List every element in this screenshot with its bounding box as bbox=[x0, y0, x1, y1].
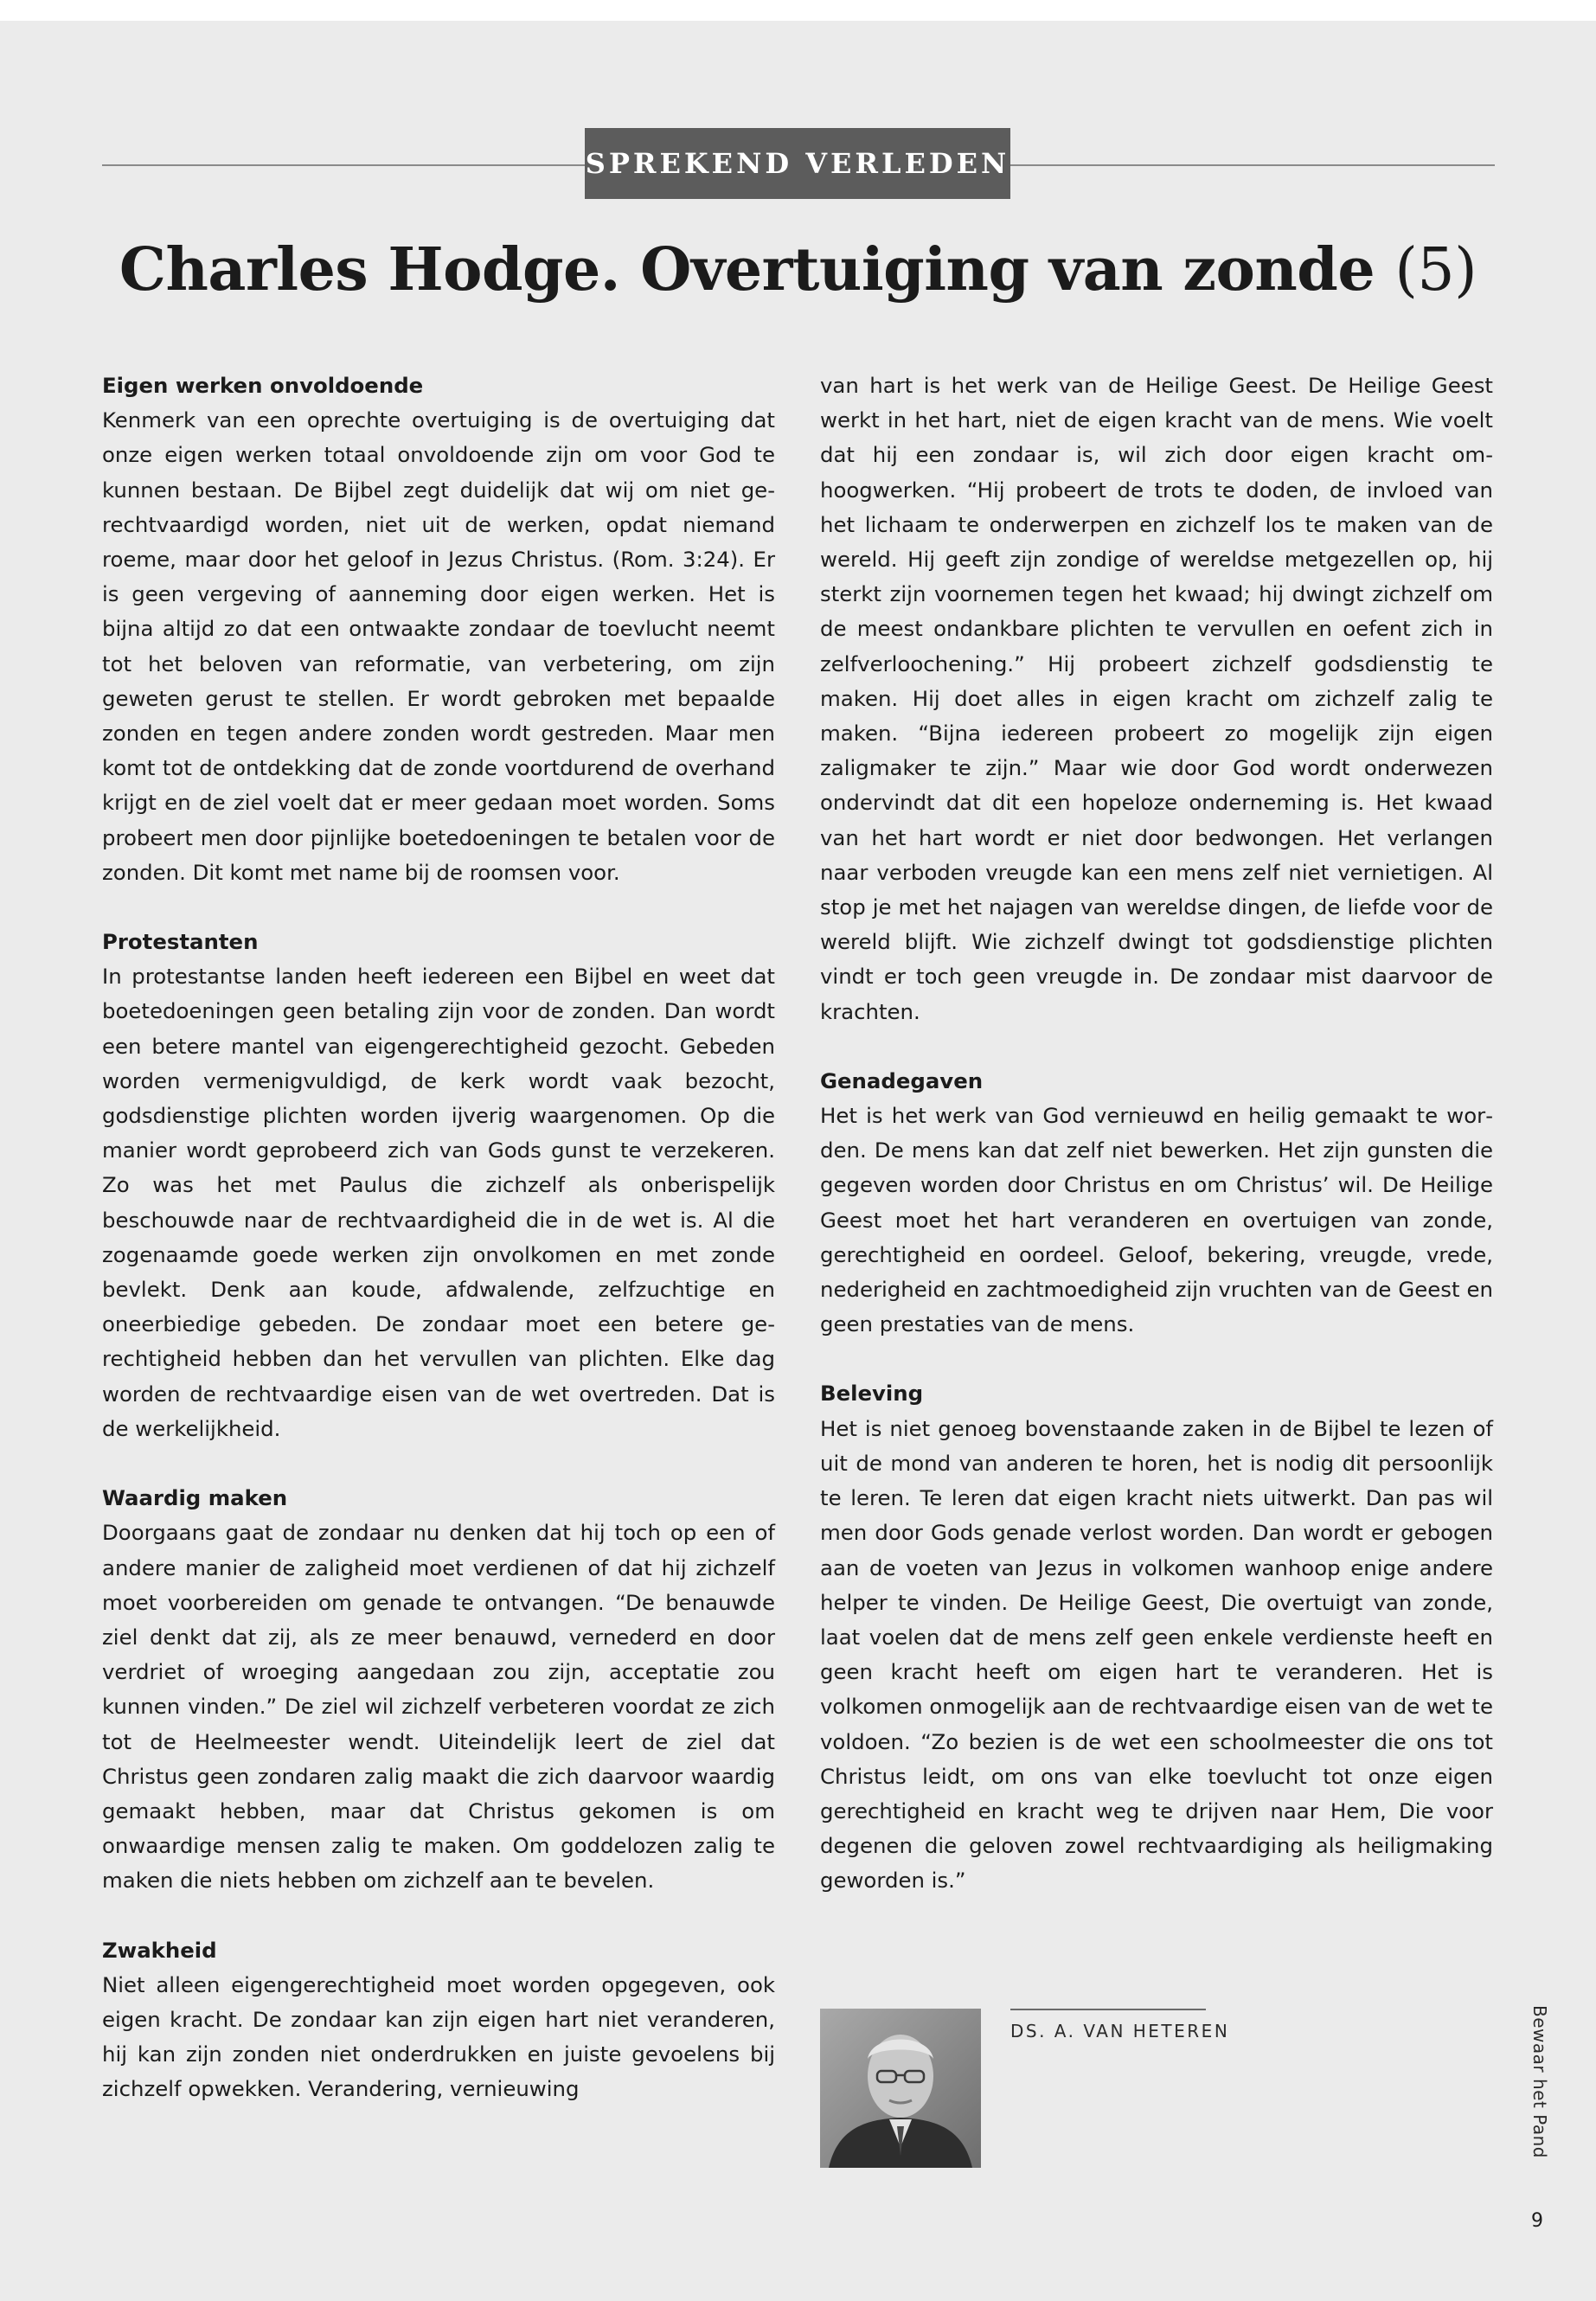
text-column-right bbox=[820, 369, 1493, 1899]
text-column-left bbox=[102, 369, 775, 2107]
section-paragraph: Niet alleen eigengerechtigheid moet worden opgegeven, ook eigen kracht. De zondaar kan zijn eigen hart niet veranderen, hij kan zijn zonden niet onderdrukken en juiste gevoelens bij zichzelf opwekken. Verandering, vernieuwing bbox=[102, 1971, 775, 2102]
section-heading: Protestanten bbox=[102, 929, 259, 955]
section-paragraph: Doorgaans gaat de zondaar nu denken dat hij toch op een of andere manier de zaligheid moet verdienen of dat hij zichzelf moet voorbereiden om genade te ontvangen. “De benauwde ziel denkt dat zij, als ze meer benauwd, vernederd en door verdriet of wroeging aangedaan zou zijn, acceptatie zou kunnen vinden.” De ziel wil zichzelf verbeteren voordat ze zich tot de Heelmeester wendt. Uiteindelijk leert de ziel dat Christus geen zondaren zalig maakt die zich daarvoor waardig gemaakt hebben, maar dat Christus gekomen is om onwaardige mensen zalig te maken. Om goddelozen zalig te maken die niets hebben om zichzelf aan te bevelen. bbox=[102, 1520, 775, 1894]
author-photo bbox=[820, 2009, 981, 2168]
section-paragraph: van hart is het werk van de Heilige Geest. De Heilige Geest werkt in het hart, niet de eigen kracht van de mens. Wie voelt dat hij een zondaar is, wil zich door eigen kracht omhoogwerken. “Hij probeert de trots te doden, de invloed van het lichaam te onderwerpen en zichzelf los te maken van de wereld. Hij geeft zijn zondige of wereldse metgezellen op, hij sterkt zijn voornemen tegen het kwaad; hij dwingt zichzelf om de meest ondankbare plichten te vervullen en oefent zich in zelfverloochening.” Hij probeert zichzelf godsdienstig te maken. Hij doet alles in eigen kracht om zichzelf zalig te maken. “Bijna iedereen probeert zo mogelijk zijn eigen zaligmaker te zijn.” Maar wie door God wordt onderwezen ondervindt dat dit een hopeloze onderneming is. Het kwaad van het hart wordt er niet door bedwongen. Het verlangen naar verboden vreugde kan een mens zelf niet vernietigen. Al stop je met het najagen van wereldse dingen, de liefde voor de wereld blijft. Wie zichzelf dwingt tot godsdienstige plichten vindt er toch geen vreugde in. De zondaar mist daarvoor de krachten. bbox=[820, 373, 1493, 1024]
section-paragraph: Kenmerk van een oprechte overtuiging is de overtuiging dat onze eigen werken totaal onvoldoende zijn om voor God te kunnen bestaan. De Bijbel zegt duidelijk dat wij om niet gerechtvaardigd worden, niet uit de werken, opdat niemand roeme, maar door het geloof in Jezus Christus. (Rom. 3:24). Er is geen vergeving of aanneming door eigen werken. Het is bijna altijd zo dat een ontwaakte zondaar de toevlucht neemt tot het beloven van reformatie, van verbetering, om zijn geweten gerust te stellen. Er wordt gebroken met bepaalde zonden en tegen andere zonden wordt gestreden. Maar men komt tot de ontdekking dat de zonde voortdurend de overhand krijgt en de ziel voelt dat er meer gedaan moet worden. Soms probeert men door pijnlijke boetedoeningen te betalen voor de zonden. Dit komt met name bij de roomsen voor. bbox=[102, 407, 775, 885]
top-margin-strip bbox=[0, 0, 1596, 21]
page-number: 9 bbox=[1531, 2210, 1543, 2232]
section-heading: Beleving bbox=[820, 1381, 924, 1407]
section-heading: Zwakheid bbox=[102, 1937, 217, 1963]
section-paragraph: Het is niet genoeg bovenstaande zaken in de Bijbel te lezen of uit de mond van anderen te horen, het is nodig dit persoonlijk te leren. Te leren dat eigen kracht niets uitwerkt. Dan pas wil men door Gods genade verlost worden. Dan wordt er gebogen aan de voeten van Jezus in volkomen wanhoop enige andere helper te vinden. De Heilige Geest, Die overtuigt van zonde, laat voelen dat de mens zelf geen enkele verdienste heeft en geen kracht heeft om eigen hart te veranderen. Het is volkomen onmogelijk aan de rechtvaardige eisen van de wet te voldoen. “Zo bezien is de wet een schoolmeester die ons tot Christus leidt, om ons van elke toevlucht tot onze eigen gerechtigheid en kracht weg te drijven naar Hem, Die voor degenen die geloven zowel rechtvaardiging als heiligmaking geworden is.” bbox=[820, 1415, 1493, 1894]
section-paragraph: In protestantse landen heeft iedereen een Bijbel en weet dat boetedoeningen geen betaling zijn voor de zonden. Dan wordt een betere mantel van eigengerechtigheid gezocht. Gebeden worden vermenigvuldigd, de kerk wordt vaak bezocht, godsdienstige plichten worden ijverig waargenomen. Op die manier wordt geprobeerd zich van Gods gunst te verzekeren. Zo was het met Paulus die zichzelf als onberispelijk beschouwde naar de rechtvaardigheid die in de wet is. Al die zogenaamde goede werken zijn onvolkomen en met zonde bevlekt. Denk aan koude, afdwalende, zelfzuchtige en oneerbiedige gebeden. De zondaar moet een betere gerechtigheid hebben dan het vervullen van plichten. Elke dag worden de rechtvaardige eisen van de wet overtreden. Dat is de werkelijkheid. bbox=[102, 964, 775, 1441]
section-header-badge bbox=[585, 128, 1010, 199]
author-rule bbox=[1010, 2009, 1206, 2010]
author-name: DS. A. VAN HETEREN bbox=[1010, 2021, 1230, 2041]
author-portrait-icon bbox=[820, 2009, 981, 2168]
section-header-label: SPREKEND VERLEDEN bbox=[585, 147, 1010, 180]
section-paragraph: Het is het werk van God vernieuwd en heilig gemaakt te worden. De mens kan dat zelf niet bewerken. Het zijn gunsten die gegeven worden door Christus en om Christus’ wil. De Heilige Geest moet het hart veranderen en overtuigen van zonde, gerechtigheid en oordeel. Geloof, bekering, vreugde, vrede, nederigheid en zachtmoedigheid zijn vruchten van de Geest en geen prestaties van de mens. bbox=[820, 1103, 1493, 1337]
article-title-text: Charles Hodge. Overtuiging van zonde bbox=[119, 235, 1375, 304]
article-title bbox=[52, 235, 1544, 304]
magazine-name-vertical: Bewaar het Pand bbox=[1529, 2005, 1550, 2158]
section-heading: Genadegaven bbox=[820, 1067, 984, 1093]
article-title-number: (5) bbox=[1394, 236, 1477, 304]
section-heading: Eigen werken onvoldoende bbox=[102, 373, 424, 398]
section-heading: Waardig maken bbox=[102, 1485, 288, 1511]
header-rule-left bbox=[102, 164, 585, 166]
header-rule-right bbox=[1010, 164, 1495, 166]
